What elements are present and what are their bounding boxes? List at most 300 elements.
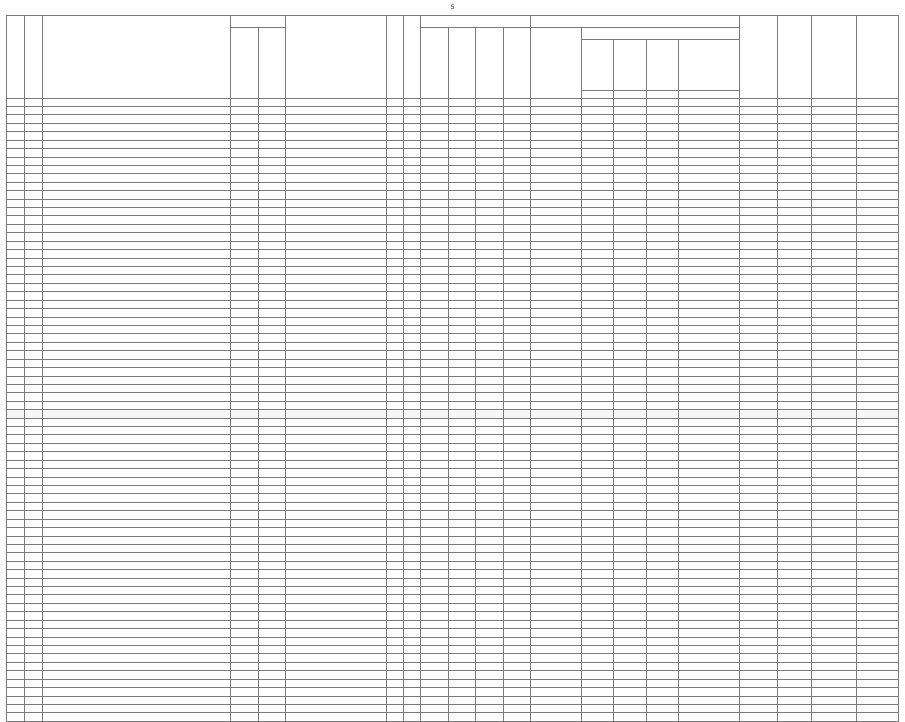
table-cell [503,528,530,536]
table-cell [448,233,475,241]
table-cell [448,519,475,527]
table-cell [503,334,530,342]
table-cell [679,578,740,586]
table-cell [404,570,421,578]
table-cell [286,704,387,712]
table-cell [531,696,582,704]
table-cell [531,637,582,645]
table-cell [448,603,475,611]
table-cell [421,342,448,350]
table-cell [7,688,25,696]
table-cell [448,275,475,283]
table-cell [286,688,387,696]
table-cell [7,418,25,426]
table-cell [811,629,857,637]
table-cell [258,224,285,232]
table-cell [25,646,42,654]
table-cell [679,157,740,165]
table-cell [581,258,614,266]
table-cell [581,620,614,628]
table-cell [404,688,421,696]
table-cell [448,368,475,376]
table-cell [258,713,285,721]
table-cell [286,191,387,199]
table-cell [740,696,778,704]
table-cell [581,511,614,519]
table-cell [286,115,387,123]
table-cell [404,511,421,519]
table-cell [581,502,614,510]
table-cell [811,241,857,249]
table-cell [614,528,647,536]
header-cell-area-group [421,16,531,28]
table-cell [386,536,403,544]
table-cell [42,443,231,451]
table-cell [404,241,421,249]
table-cell [679,334,740,342]
header-row-1 [7,16,899,28]
table-cell [286,587,387,595]
table-cell [448,199,475,207]
table-cell [286,283,387,291]
table-cell [581,587,614,595]
table-cell [7,258,25,266]
table-cell [777,578,811,586]
table-row [7,662,899,670]
table-cell [646,679,679,687]
table-cell [503,325,530,333]
table-row [7,334,899,342]
table-cell [421,241,448,249]
table-cell [476,469,503,477]
table-cell [231,587,258,595]
table-cell [421,351,448,359]
table-cell [581,191,614,199]
table-cell [777,435,811,443]
table-cell [646,376,679,384]
table-cell [857,334,899,342]
table-cell [404,351,421,359]
table-cell [614,174,647,182]
table-cell [679,629,740,637]
table-cell [503,292,530,300]
table-cell [42,140,231,148]
table-cell [231,132,258,140]
table-cell [811,224,857,232]
table-cell [531,401,582,409]
table-cell [231,494,258,502]
table-cell [614,502,647,510]
table-cell [503,418,530,426]
table-cell [581,528,614,536]
table-cell [679,679,740,687]
table-cell [503,199,530,207]
table-cell [286,427,387,435]
table-cell [258,182,285,190]
table-cell [25,595,42,603]
table-cell [404,384,421,392]
table-cell [231,654,258,662]
table-cell [679,191,740,199]
table-cell [231,376,258,384]
header-cell-last-repair-year [258,28,285,99]
table-cell [448,208,475,216]
table-cell [7,250,25,258]
table-cell [476,528,503,536]
table-cell [476,519,503,527]
table-cell [581,637,614,645]
table-cell [857,401,899,409]
table-cell [740,629,778,637]
table-cell [646,132,679,140]
table-cell [679,208,740,216]
table-cell [448,267,475,275]
table-cell [42,620,231,628]
table-cell [386,283,403,291]
table-cell [679,671,740,679]
table-cell [531,267,582,275]
table-cell [7,519,25,527]
table-cell [448,477,475,485]
table-cell [646,646,679,654]
table-cell [646,115,679,123]
table-cell [231,359,258,367]
table-cell [646,629,679,637]
table-cell [476,696,503,704]
table-cell [7,671,25,679]
table-cell [857,250,899,258]
table-cell [231,612,258,620]
table-row [7,646,899,654]
table-cell [646,174,679,182]
table-cell [646,283,679,291]
table-cell [777,359,811,367]
table-cell [286,384,387,392]
table-cell [25,216,42,224]
table-cell [286,713,387,721]
table-cell [404,494,421,502]
table-cell [421,595,448,603]
table-cell [404,477,421,485]
table-cell [421,485,448,493]
table-cell [476,704,503,712]
table-cell [386,679,403,687]
table-cell [7,410,25,418]
table-cell [777,216,811,224]
table-cell [740,452,778,460]
table-cell [231,418,258,426]
table-cell [777,519,811,527]
table-cell [286,460,387,468]
table-cell [421,435,448,443]
column-number-cell [679,99,740,107]
table-cell [777,384,811,392]
table-cell [42,334,231,342]
table-cell [614,216,647,224]
table-cell [857,233,899,241]
table-cell [25,283,42,291]
table-cell [476,140,503,148]
table-cell [857,241,899,249]
table-cell [503,629,530,637]
table-cell [404,334,421,342]
table-cell [25,107,42,115]
table-cell [811,477,857,485]
table-cell [740,258,778,266]
table-cell [503,595,530,603]
table-cell [646,199,679,207]
table-cell [42,359,231,367]
table-cell [857,704,899,712]
table-cell [42,216,231,224]
table-cell [811,342,857,350]
table-cell [857,595,899,603]
table-cell [646,224,679,232]
table-cell [614,536,647,544]
table-cell [777,123,811,131]
table-cell [581,393,614,401]
table-cell [286,536,387,544]
table-cell [386,460,403,468]
table-cell [679,603,740,611]
table-cell [679,713,740,721]
table-cell [503,384,530,392]
table-cell [404,612,421,620]
table-cell [386,629,403,637]
table-cell [286,165,387,173]
table-cell [531,359,582,367]
header-cell-cost-group [531,16,740,28]
table-row [7,443,899,451]
table-cell [740,435,778,443]
table-cell [258,544,285,552]
table-cell [476,477,503,485]
table-cell [646,216,679,224]
table-cell [448,300,475,308]
table-cell [811,157,857,165]
table-cell [646,359,679,367]
table-cell [679,544,740,552]
table-cell [42,603,231,611]
table-cell [231,502,258,510]
table-cell [740,578,778,586]
table-cell [811,165,857,173]
table-cell [421,443,448,451]
table-row [7,418,899,426]
table-cell [646,275,679,283]
table-cell [614,595,647,603]
table-cell [857,283,899,291]
table-cell [7,713,25,721]
table-cell [231,199,258,207]
table-cell [404,469,421,477]
table-cell [286,376,387,384]
table-cell [42,376,231,384]
table-cell [777,494,811,502]
table-cell [448,165,475,173]
table-cell [386,107,403,115]
table-cell [581,671,614,679]
table-cell [448,182,475,190]
table-cell [777,342,811,350]
table-cell [386,376,403,384]
column-number-cell [42,99,231,107]
table-cell [581,107,614,115]
table-row [7,519,899,527]
table-cell [421,646,448,654]
table-cell [857,553,899,561]
table-cell [811,401,857,409]
table-cell [503,267,530,275]
table-cell [231,258,258,266]
table-cell [258,570,285,578]
table-cell [421,325,448,333]
table-cell [503,174,530,182]
table-cell [386,435,403,443]
table-cell [777,704,811,712]
table-cell [404,544,421,552]
table-cell [42,561,231,569]
table-cell [448,561,475,569]
table-cell [476,679,503,687]
table-cell [286,123,387,131]
table-cell [386,199,403,207]
table-cell [448,309,475,317]
table-cell [7,300,25,308]
table-cell [448,544,475,552]
table-cell [286,216,387,224]
table-cell [811,149,857,157]
table-cell [614,452,647,460]
table-cell [503,477,530,485]
table-cell [42,300,231,308]
table-cell [476,553,503,561]
table-cell [476,267,503,275]
table-cell [421,174,448,182]
table-cell [421,140,448,148]
table-cell [231,342,258,350]
table-cell [777,477,811,485]
table-cell [421,671,448,679]
table-cell [7,620,25,628]
table-cell [857,107,899,115]
table-cell [404,199,421,207]
table-cell [777,570,811,578]
table-cell [448,688,475,696]
table-cell [286,679,387,687]
table-cell [286,629,387,637]
table-cell [476,250,503,258]
table-cell [531,149,582,157]
table-cell [581,646,614,654]
table-cell [286,477,387,485]
table-cell [476,342,503,350]
table-cell [777,191,811,199]
table-cell [25,309,42,317]
table-cell [25,325,42,333]
table-cell [740,570,778,578]
table-cell [7,460,25,468]
header-cell-unit-cost [740,16,778,99]
table-cell [286,342,387,350]
table-cell [404,123,421,131]
table-cell [25,688,42,696]
table-cell [614,199,647,207]
column-number-cell [25,99,42,107]
table-cell [777,267,811,275]
table-cell [857,292,899,300]
table-cell [404,300,421,308]
table-cell [646,107,679,115]
table-cell [7,174,25,182]
table-cell [404,132,421,140]
table-cell [531,578,582,586]
table-cell [503,688,530,696]
table-cell [811,123,857,131]
table-cell [503,376,530,384]
table-cell [679,570,740,578]
table-cell [476,603,503,611]
table-cell [286,528,387,536]
table-cell [811,427,857,435]
header-cell-residential-premises [476,28,503,99]
table-cell [614,427,647,435]
header-cell-repair-type [811,16,857,99]
table-cell [386,149,403,157]
table-cell [679,662,740,670]
table-cell [614,250,647,258]
table-cell [421,679,448,687]
table-cell [740,704,778,712]
table-cell [258,275,285,283]
table-cell [448,283,475,291]
table-cell [25,233,42,241]
table-cell [614,359,647,367]
column-number-cell [7,99,25,107]
table-cell [503,208,530,216]
table-cell [286,182,387,190]
table-cell [421,250,448,258]
table-cell [531,646,582,654]
table-cell [25,182,42,190]
table-cell [679,418,740,426]
table-cell [646,553,679,561]
table-cell [42,115,231,123]
table-row [7,132,899,140]
table-cell [421,637,448,645]
table-cell [258,132,285,140]
table-cell [231,165,258,173]
table-cell [581,325,614,333]
table-cell [421,115,448,123]
table-cell [777,679,811,687]
table-cell [646,241,679,249]
table-cell [531,688,582,696]
table-cell [258,528,285,536]
table-cell [646,427,679,435]
table-cell [581,485,614,493]
table-cell [386,174,403,182]
table-cell [476,494,503,502]
table-cell [581,132,614,140]
table-cell [25,469,42,477]
table-cell [7,368,25,376]
table-cell [231,578,258,586]
table-cell [679,536,740,544]
table-cell [386,359,403,367]
table-cell [811,317,857,325]
table-cell [581,410,614,418]
